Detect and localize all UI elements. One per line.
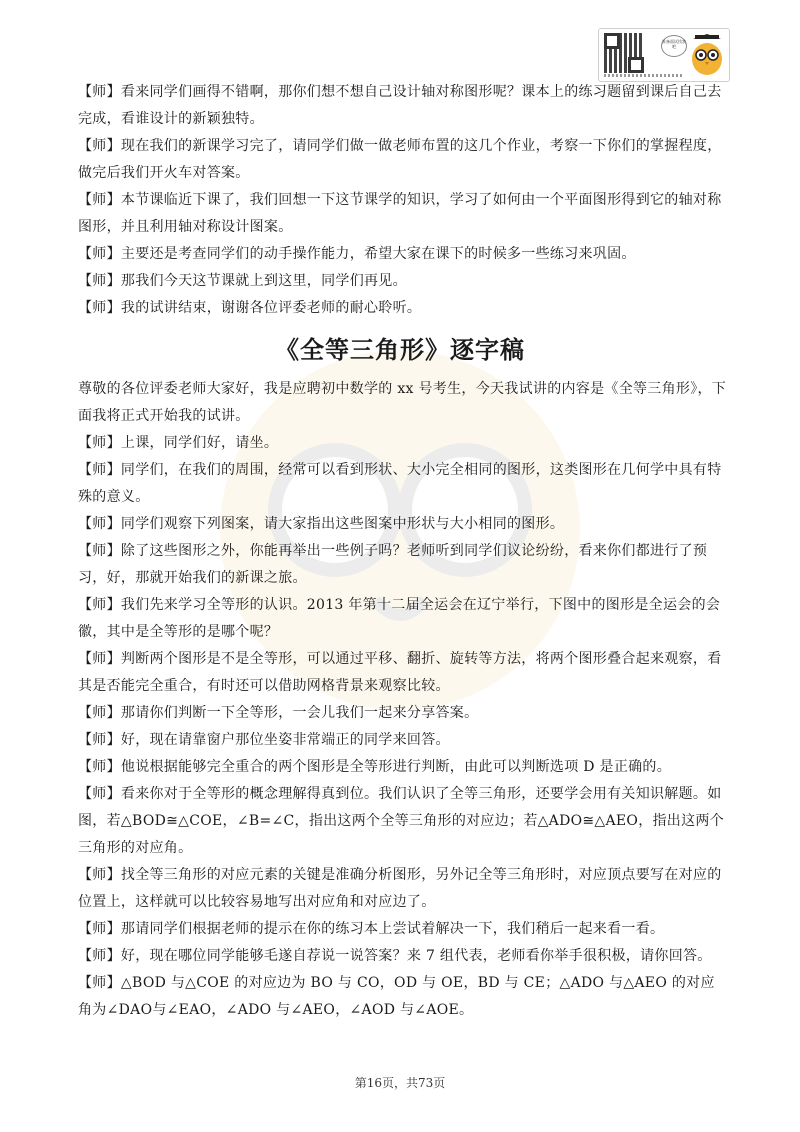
paragraph-main-6: 【师】判断两个图形是不是全等形，可以通过平移、翻折、旋转等方法，将两个图形叠合起来观察，看其是否能完全重合，有时还可以借助网格背景来观察比较。 xyxy=(78,651,722,694)
paragraph-main-5: 【师】我们先来学习全等形的认识。2013 年第十二届全运会在辽宁举行，下图中的图形是全运会的会徽，其中是全等形的是哪个呢？ xyxy=(78,597,721,640)
paragraph-main-7: 【师】那请你们判断一下全等形，一会儿我们一起来分享答案。 xyxy=(78,705,479,721)
paragraph-top-3: 【师】本节课临近下课了，我们回想一下这节课学的知识，学习了如何由一个平面图形得到它的轴对称图形，并且利用轴对称设计图案。 xyxy=(78,192,722,235)
paragraph-top-2: 【师】现在我们的新课学习完了，请同学们做一做老师布置的这几个作业，考察一下你们的掌握程度，做完后我们开火车对答案。 xyxy=(78,138,722,181)
paragraph-top-5: 【师】那我们今天这节课就上到这里，同学们再见。 xyxy=(78,273,407,289)
paragraph-main-13: 【师】好，现在哪位同学能够毛遂自荐说一说答案？来 7 组代表，老师看你举手很积极，请你回答。 xyxy=(78,948,712,964)
qr-code xyxy=(604,33,644,73)
paragraph-main-8: 【师】好，现在请靠窗户那位坐姿非常端正的同学来回答。 xyxy=(78,732,450,748)
paragraph-main-1: 【师】上课，同学们好，请坐。 xyxy=(78,435,279,451)
paragraph-main-4: 【师】除了这些图形之外，你能再举出一些例子吗？老师听到同学们议论纷纷，看来你们都进行了预习，好，那就开始我们的新课之旅。 xyxy=(78,543,708,586)
header-logo-badge xyxy=(598,28,730,82)
paragraph-top-4: 【师】主要还是考查同学们的动手操作能力，希望大家在课下的时候多一些练习来巩固。 xyxy=(78,246,636,262)
paragraph-main-2: 【师】同学们，在我们的周围，经常可以看到形状、大小完全相同的图形，这类图形在几何学中具有特殊的意义。 xyxy=(78,462,722,505)
section-title: 《全等三角形》逐字稿 xyxy=(275,336,525,364)
paragraph-main-10: 【师】看来你对于全等形的概念理解得真到位。我们认识了全等三角形，还要学会用有关知识解题。如图，若△BOD≅△COE，∠B=∠C，指出这两个全等三角形的对应边；若△ADO≅△AEO，指出这两个三角形的对应角。 xyxy=(78,786,724,856)
paragraph-top-6: 【师】我的试讲结束，谢谢各位评委老师的耐心聆听。 xyxy=(78,300,422,316)
speech-bubble: 准备面试找我吧 xyxy=(661,35,687,57)
logo-caption-strip xyxy=(604,74,684,77)
paragraph-main-12: 【师】那请同学们根据老师的提示在你的练习本上尝试着解决一下，我们稍后一起来看一看。 xyxy=(78,921,665,937)
paragraph-intro: 尊敬的各位评委老师大家好，我是应聘初中数学的 xx 号考生，今天我试讲的内容是《全等三角形》，下面我将正式开始我的试讲。 xyxy=(78,381,727,424)
paragraph-top-1: 【师】看来同学们画得不错啊，那你们想不想自己设计轴对称图形呢？课本上的练习题留到课后自己去完成，看谁设计的新颖独特。 xyxy=(78,84,722,127)
paragraph-main-3: 【师】同学们观察下列图案，请大家指出这些图案中形状与大小相同的图形。 xyxy=(78,516,565,532)
paragraph-main-14: 【师】△BOD 与△COE 的对应边为 BO 与 CO，OD 与 OE，BD 与 CE；△ADO 与△AEO 的对应角为∠DAO与∠EAO，∠ADO 与∠AEO，∠AOD 与∠AOE。 xyxy=(78,975,715,1018)
paragraph-main-11: 【师】找全等三角形的对应元素的关键是准确分析图形，另外记全等三角形时，对应顶点要写在对应的位置上，这样就可以比较容易地写出对应角和对应边了。 xyxy=(78,867,722,910)
paragraph-main-9: 【师】他说根据能够完全重合的两个图形是全等形进行判断，由此可以判断选项 D 是正确的。 xyxy=(78,759,672,775)
owl-mascot-icon xyxy=(689,33,725,77)
page-number: 第16页，共73页 xyxy=(354,1076,446,1090)
